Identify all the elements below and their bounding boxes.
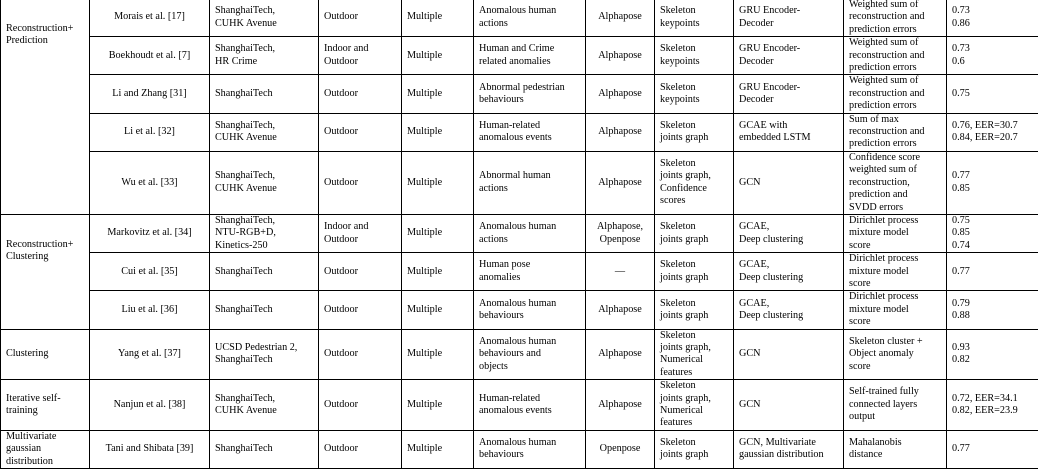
anomaly-score-cell: Self-trained fully connected layers output [844, 380, 947, 431]
result-cell: 0.93 0.82 [947, 329, 1038, 380]
table-row [1, 214, 1038, 252]
pose-estimator-cell: Alphapose [586, 329, 655, 380]
scene-cell: Outdoor [319, 380, 402, 431]
category-cell: Multivariate gaussian distribution [1, 430, 90, 468]
anomaly-type-cell: Anomalous human actions [474, 0, 586, 37]
input-features-cell: Skeleton joints graph [655, 214, 734, 252]
method-cell: Tani and Shibata [39] [90, 430, 210, 468]
method-cell: Yang et al. [37] [90, 329, 210, 380]
pose-estimator-cell: Alphapose [586, 37, 655, 75]
pose-estimator-cell: Alphapose [586, 0, 655, 37]
anomaly-score-cell: Skeleton cluster + Object anomaly score [844, 329, 947, 380]
input-features-cell: Skeleton joints graph, Numerical features [655, 329, 734, 380]
dataset-cell: ShanghaiTech [210, 291, 319, 329]
scene-cell: Indoor and Outdoor [319, 37, 402, 75]
pose-estimator-cell: Alphapose [586, 113, 655, 151]
result-cell: 0.79 0.88 [947, 291, 1038, 329]
dataset-cell: ShanghaiTech [210, 430, 319, 468]
pose-estimator-cell: Alphapose, Openpose [586, 214, 655, 252]
model-cell: GCN [734, 151, 844, 214]
scene-cell: Outdoor [319, 0, 402, 37]
people-cell: Multiple [402, 113, 474, 151]
pose-estimator-cell: Alphapose [586, 380, 655, 431]
anomaly-type-cell: Anomalous human actions [474, 214, 586, 252]
anomaly-score-cell: Weighted sum of reconstruction and prediction errors [844, 37, 947, 75]
table-row [1, 151, 1038, 214]
method-cell: Li et al. [32] [90, 113, 210, 151]
result-cell: 0.75 [947, 75, 1038, 113]
scene-cell: Outdoor [319, 430, 402, 468]
dataset-cell: ShanghaiTech, CUHK Avenue [210, 113, 319, 151]
result-cell: 0.73 0.6 [947, 37, 1038, 75]
method-cell: Cui et al. [35] [90, 253, 210, 291]
table-row [1, 380, 1038, 431]
input-features-cell: Skeleton joints graph [655, 253, 734, 291]
dataset-cell: ShanghaiTech [210, 75, 319, 113]
anomaly-type-cell: Abnormal human actions [474, 151, 586, 214]
dataset-cell: UCSD Pedestrian 2, ShanghaiTech [210, 329, 319, 380]
scene-cell: Outdoor [319, 291, 402, 329]
category-cell: Reconstruction+ Clustering [1, 214, 90, 329]
anomaly-type-cell: Human-related anomalous events [474, 380, 586, 431]
result-cell: 0.72, EER=34.1 0.82, EER=23.9 [947, 380, 1038, 431]
scene-cell: Outdoor [319, 329, 402, 380]
result-cell: 0.73 0.86 [947, 0, 1038, 37]
dataset-cell: ShanghaiTech, NTU-RGB+D, Kinetics-250 [210, 214, 319, 252]
anomaly-type-cell: Human and Crime related anomalies [474, 37, 586, 75]
model-cell: GCN [734, 329, 844, 380]
method-cell: Boekhoudt et al. [7] [90, 37, 210, 75]
anomaly-score-cell: Weighted sum of reconstruction and prediction errors [844, 75, 947, 113]
pose-estimator-cell: — [586, 253, 655, 291]
scene-cell: Outdoor [319, 151, 402, 214]
method-cell: Markovitz et al. [34] [90, 214, 210, 252]
method-cell: Liu et al. [36] [90, 291, 210, 329]
model-cell: GRU Encoder- Decoder [734, 0, 844, 37]
people-cell: Multiple [402, 380, 474, 431]
method-cell: Wu et al. [33] [90, 151, 210, 214]
table-row [1, 291, 1038, 329]
model-cell: GCAE, Deep clustering [734, 291, 844, 329]
category-cell: Iterative self- training [1, 380, 90, 431]
people-cell: Multiple [402, 214, 474, 252]
anomaly-score-cell: Sum of max reconstruction and prediction errors [844, 113, 947, 151]
category-cell: Clustering [1, 329, 90, 380]
method-cell: Morais et al. [17] [90, 0, 210, 37]
table-row [1, 113, 1038, 151]
people-cell: Multiple [402, 253, 474, 291]
result-cell: 0.76, EER=30.7 0.84, EER=20.7 [947, 113, 1038, 151]
input-features-cell: Skeleton keypoints [655, 0, 734, 37]
result-cell: 0.75 0.85 0.74 [947, 214, 1038, 252]
people-cell: Multiple [402, 430, 474, 468]
dataset-cell: ShanghaiTech, HR Crime [210, 37, 319, 75]
scene-cell: Outdoor [319, 113, 402, 151]
table-row [1, 75, 1038, 113]
table-row [1, 253, 1038, 291]
model-cell: GCAE with embedded LSTM [734, 113, 844, 151]
pose-estimator-cell: Alphapose [586, 291, 655, 329]
people-cell: Multiple [402, 329, 474, 380]
pose-estimator-cell: Openpose [586, 430, 655, 468]
dataset-cell: ShanghaiTech, CUHK Avenue [210, 380, 319, 431]
people-cell: Multiple [402, 37, 474, 75]
anomaly-score-cell: Dirichlet process mixture model score [844, 214, 947, 252]
input-features-cell: Skeleton joints graph [655, 430, 734, 468]
anomaly-score-cell: Confidence score weighted sum of reconstruction, prediction and SVDD errors [844, 151, 947, 214]
pose-estimator-cell: Alphapose [586, 75, 655, 113]
input-features-cell: Skeleton keypoints [655, 37, 734, 75]
anomaly-type-cell: Anomalous human behaviours [474, 291, 586, 329]
people-cell: Multiple [402, 75, 474, 113]
table-row [1, 37, 1038, 75]
model-cell: GRU Encoder- Decoder [734, 37, 844, 75]
dataset-cell: ShanghaiTech, CUHK Avenue [210, 0, 319, 37]
anomaly-score-cell: Weighted sum of reconstruction and prediction errors [844, 0, 947, 37]
scene-cell: Outdoor [319, 75, 402, 113]
scene-cell: Outdoor [319, 253, 402, 291]
input-features-cell: Skeleton joints graph [655, 113, 734, 151]
dataset-cell: ShanghaiTech, CUHK Avenue [210, 151, 319, 214]
anomaly-type-cell: Human pose anomalies [474, 253, 586, 291]
anomaly-type-cell: Anomalous human behaviours and objects [474, 329, 586, 380]
model-cell: GRU Encoder- Decoder [734, 75, 844, 113]
anomaly-score-cell: Dirichlet process mixture model score [844, 291, 947, 329]
people-cell: Multiple [402, 0, 474, 37]
people-cell: Multiple [402, 291, 474, 329]
anomaly-score-cell: Dirichlet process mixture model score [844, 253, 947, 291]
scene-cell: Indoor and Outdoor [319, 214, 402, 252]
result-cell: 0.77 [947, 430, 1038, 468]
table-row [1, 329, 1038, 380]
category-cell: Reconstruction+ Prediction [1, 0, 90, 214]
anomaly-type-cell: Abnormal pedestrian behaviours [474, 75, 586, 113]
pose-estimator-cell: Alphapose [586, 151, 655, 214]
people-cell: Multiple [402, 151, 474, 214]
method-cell: Li and Zhang [31] [90, 75, 210, 113]
anomaly-type-cell: Human-related anomalous events [474, 113, 586, 151]
table-body [1, 0, 1038, 469]
input-features-cell: Skeleton joints graph, Confidence scores [655, 151, 734, 214]
model-cell: GCN, Multivariate gaussian distribution [734, 430, 844, 468]
input-features-cell: Skeleton joints graph, Numerical features [655, 380, 734, 431]
anomaly-score-cell: Mahalanobis distance [844, 430, 947, 468]
input-features-cell: Skeleton joints graph [655, 291, 734, 329]
input-features-cell: Skeleton keypoints [655, 75, 734, 113]
table-row [1, 0, 1038, 37]
model-cell: GCAE, Deep clustering [734, 214, 844, 252]
result-cell: 0.77 [947, 253, 1038, 291]
table-row [1, 430, 1038, 468]
model-cell: GCAE, Deep clustering [734, 253, 844, 291]
result-cell: 0.77 0.85 [947, 151, 1038, 214]
model-cell: GCN [734, 380, 844, 431]
anomaly-type-cell: Anomalous human behaviours [474, 430, 586, 468]
dataset-cell: ShanghaiTech [210, 253, 319, 291]
method-cell: Nanjun et al. [38] [90, 380, 210, 431]
